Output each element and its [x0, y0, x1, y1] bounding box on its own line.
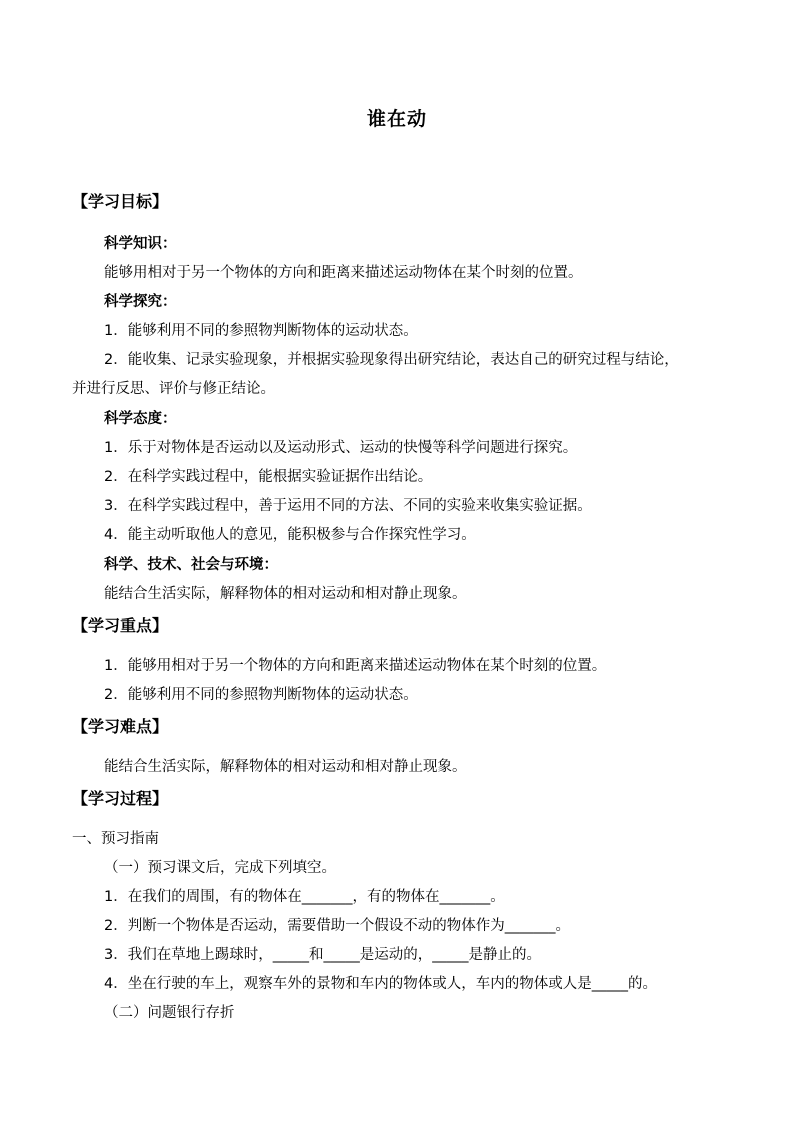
- preview-sub-2: （二）问题银行存折: [104, 1005, 235, 1021]
- inquiry-item-1: 1．能够利用不同的参照物判断物体的运动状态。: [104, 323, 418, 339]
- sts-text: 能结合生活实际，解释物体的相对运动和相对静止现象。: [104, 586, 467, 602]
- fill-question-4: 4．坐在行驶的车上，观察车外的景物和车内的物体或人，车内的物体或人是_____的。: [104, 976, 657, 992]
- knowledge-label: 科学知识：: [104, 236, 177, 252]
- page-title: 谁在动: [366, 108, 427, 130]
- preview-guide: 一、预习指南: [72, 831, 159, 847]
- key-point-1: 1．能够用相对于另一个物体的方向和距离来描述运动物体在某个时刻的位置。: [104, 658, 607, 674]
- attitude-item-2: 2．在科学实践过程中，能根据实验证据作出结论。: [104, 469, 433, 485]
- attitude-label: 科学态度：: [104, 411, 177, 427]
- fill-question-2: 2．判断一个物体是否运动，需要借助一个假设不动的物体作为_______。: [104, 918, 570, 934]
- key-point-2: 2．能够利用不同的参照物判断物体的运动状态。: [104, 687, 418, 703]
- goals-heading: 【学习目标】: [72, 192, 169, 211]
- preview-sub-1: （一）预习课文后，完成下列填空。: [104, 860, 336, 876]
- fill-question-1: 1．在我们的周围，有的物体在_______，有的物体在_______。: [104, 889, 505, 905]
- difficulties-heading: 【学习难点】: [72, 717, 169, 736]
- inquiry-item-2-cont: 并进行反思、评价与修正结论。: [72, 381, 275, 397]
- inquiry-item-2: 2．能收集、记录实验现象，并根据实验现象得出研究结论，表达自己的研究过程与结论，: [104, 352, 679, 368]
- fill-question-3: 3．我们在草地上踢球时，_____和_____是运动的，_____是静止的。: [104, 947, 541, 963]
- knowledge-text: 能够用相对于另一个物体的方向和距离来描述运动物体在某个时刻的位置。: [104, 265, 583, 281]
- difficulties-text: 能结合生活实际，解释物体的相对运动和相对静止现象。: [104, 759, 467, 775]
- attitude-item-3: 3．在科学实践过程中，善于运用不同的方法、不同的实验来收集实验证据。: [104, 498, 592, 514]
- attitude-item-4: 4．能主动听取他人的意见，能积极参与合作探究性学习。: [104, 527, 476, 543]
- attitude-item-1: 1．乐于对物体是否运动以及运动形式、运动的快慢等科学问题进行探究。: [104, 440, 578, 456]
- process-heading: 【学习过程】: [72, 789, 169, 808]
- sts-label: 科学、技术、社会与环境：: [104, 557, 278, 573]
- inquiry-label: 科学探究：: [104, 294, 177, 310]
- key-points-heading: 【学习重点】: [72, 616, 169, 635]
